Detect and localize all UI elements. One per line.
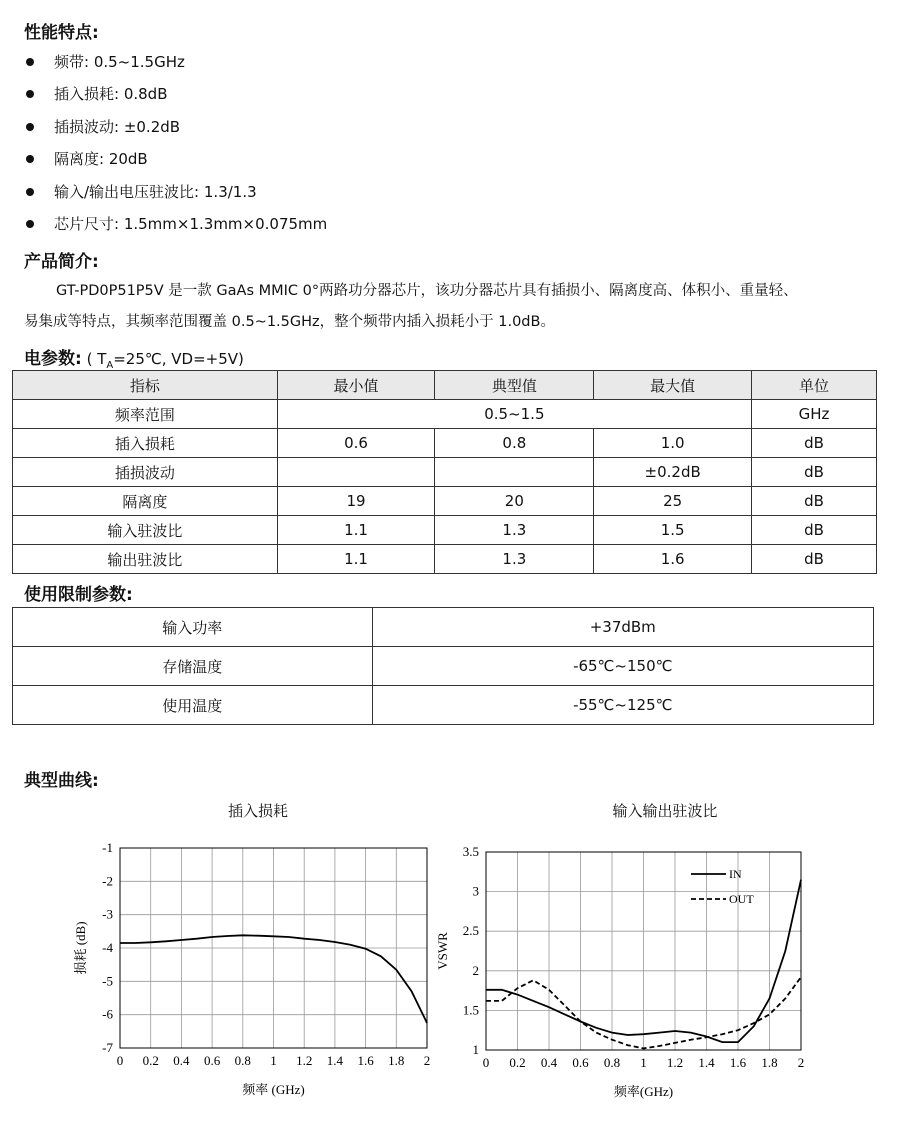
table-cell: 1.1 — [277, 516, 435, 545]
table-cell: 19 — [277, 487, 435, 516]
table-cell: 0.6 — [277, 429, 435, 458]
x-tick-label: 0.4 — [173, 1053, 190, 1068]
column-header: 典型值 — [435, 371, 594, 400]
x-tick-label: 0.2 — [509, 1055, 526, 1070]
intro-line-1: GT-PD0P51P5V 是一款 GaAs MMIC 0°两路功分器芯片，该功分器芯片具有插损小、隔离度高、体积小、重量轻、 — [56, 283, 798, 299]
curves-heading: 典型曲线: — [24, 771, 99, 791]
table-cell: 使用温度 — [13, 686, 373, 725]
table-header-row — [13, 371, 877, 400]
y-axis-label: VSWR — [435, 932, 450, 970]
table-row — [13, 608, 874, 647]
x-tick-label: 0 — [482, 1055, 490, 1070]
table-cell: 1.6 — [594, 545, 752, 574]
table-cell: GHz — [752, 400, 877, 429]
x-tick-label: 0.4 — [540, 1055, 558, 1070]
x-tick-label: 1.2 — [296, 1053, 313, 1068]
column-header: 指标 — [13, 371, 278, 400]
features-heading: 性能特点: — [24, 23, 99, 43]
intro-line-2: 易集成等特点，其频率范围覆盖 0.5~1.5GHz，整个频带内插入损耗小于 1.0dB。 — [24, 314, 555, 330]
bullet-icon — [26, 123, 34, 131]
limits-heading: 使用限制参数: — [24, 585, 133, 605]
table-cell: -55℃~125℃ — [372, 686, 873, 725]
x-tick-label: 0.8 — [234, 1053, 251, 1068]
table-cell: 频率范围 — [13, 400, 278, 429]
y-tick-label: -3 — [102, 906, 113, 922]
bullet-icon — [26, 90, 34, 98]
bullet-icon — [26, 220, 34, 228]
y-axis-label: 损耗 (dB) — [73, 921, 88, 975]
chart-title-vswr: 输入输出驻波比 — [612, 802, 718, 820]
x-tick-label: 2 — [797, 1055, 805, 1070]
limits-table — [12, 607, 874, 725]
table-cell: dB — [752, 545, 877, 574]
table-cell: 0.8 — [435, 429, 594, 458]
y-tick-label: 1 — [472, 1042, 479, 1057]
table-cell: 0.5~1.5 — [277, 400, 751, 429]
table-cell: 20 — [435, 487, 594, 516]
column-header: 最大值 — [594, 371, 752, 400]
x-tick-label: 1.6 — [357, 1053, 374, 1068]
table-cell: 隔离度 — [13, 487, 278, 516]
x-tick-label: 1.2 — [666, 1055, 684, 1070]
x-axis-label: 频率 (GHz) — [242, 1082, 305, 1097]
table-row — [13, 487, 877, 516]
table-cell: ±0.2dB — [594, 458, 752, 487]
table-cell: dB — [752, 429, 877, 458]
insertion-loss-chart — [60, 835, 450, 1110]
table-cell: 1.3 — [435, 516, 594, 545]
table-cell: 输出驻波比 — [13, 545, 278, 574]
table-row — [13, 458, 877, 487]
chart-title-insertion-loss: 插入损耗 — [227, 802, 288, 820]
column-header: 单位 — [752, 371, 877, 400]
elec-heading-row — [24, 344, 244, 371]
table-row — [13, 647, 874, 686]
elec-params-table — [12, 370, 877, 574]
table-cell — [277, 458, 435, 487]
bullet-icon — [26, 58, 34, 66]
table-cell: 插入损耗 — [13, 429, 278, 458]
x-tick-label: 2 — [423, 1053, 431, 1068]
elec-conditions: ( $T_A=25℃$, VD=+5V) — [86, 350, 244, 371]
table-cell: dB — [752, 516, 877, 545]
y-tick-label: -4 — [102, 940, 113, 955]
table-row — [13, 545, 877, 574]
bullet-icon — [26, 188, 34, 196]
x-tick-label: 0.6 — [203, 1053, 221, 1068]
x-tick-label: 0.6 — [572, 1055, 589, 1070]
bullet-icon — [26, 155, 34, 163]
y-tick-label: 3.5 — [462, 844, 479, 859]
x-tick-label: 1.4 — [698, 1055, 715, 1070]
x-tick-label: 1 — [640, 1055, 647, 1070]
y-tick-label: -1 — [102, 840, 113, 855]
table-cell: dB — [752, 458, 877, 487]
table-cell: -65℃~150℃ — [372, 647, 873, 686]
legend-label: OUT — [729, 892, 754, 906]
legend-label: IN — [729, 867, 742, 881]
x-tick-label: 1.4 — [326, 1053, 344, 1068]
column-header: 最小值 — [277, 371, 435, 400]
table-cell — [435, 458, 594, 487]
y-tick-label: 2 — [472, 962, 479, 978]
table-cell: dB — [752, 487, 877, 516]
table-cell: 输入驻波比 — [13, 516, 278, 545]
table-row — [13, 516, 877, 545]
table-cell: 1.1 — [277, 545, 435, 574]
y-tick-label: 2.5 — [462, 923, 479, 939]
x-tick-label: 0.8 — [603, 1055, 621, 1070]
vswr-chart — [425, 835, 825, 1115]
y-tick-label: 3 — [472, 883, 479, 899]
y-tick-label: -6 — [102, 1006, 113, 1022]
x-tick-label: 1.6 — [729, 1055, 747, 1070]
table-row — [13, 686, 874, 725]
y-tick-label: -7 — [102, 1040, 113, 1055]
x-tick-label: 0.2 — [142, 1053, 159, 1068]
table-cell: 存储温度 — [13, 647, 373, 686]
y-tick-label: -2 — [102, 873, 113, 889]
table-row — [13, 400, 877, 429]
x-tick-label: 1.8 — [761, 1055, 778, 1070]
table-cell: +37dBm — [372, 608, 873, 647]
table-cell: 1.0 — [594, 429, 752, 458]
y-tick-label: -5 — [102, 973, 113, 989]
elec-heading: 电参数: — [24, 349, 82, 369]
x-tick-label: 0 — [116, 1053, 124, 1068]
table-cell: 插损波动 — [13, 458, 278, 487]
table-row — [13, 429, 877, 458]
table-cell: 1.5 — [594, 516, 752, 545]
y-tick-label: 1.5 — [462, 1002, 479, 1018]
x-tick-label: 1 — [270, 1053, 277, 1068]
table-cell: 输入功率 — [13, 608, 373, 647]
x-axis-label: 频率(GHz) — [613, 1084, 674, 1099]
table-cell: 25 — [594, 487, 752, 516]
intro-heading: 产品简介: — [24, 252, 99, 272]
x-tick-label: 1.8 — [388, 1053, 405, 1068]
table-cell: 1.3 — [435, 545, 594, 574]
